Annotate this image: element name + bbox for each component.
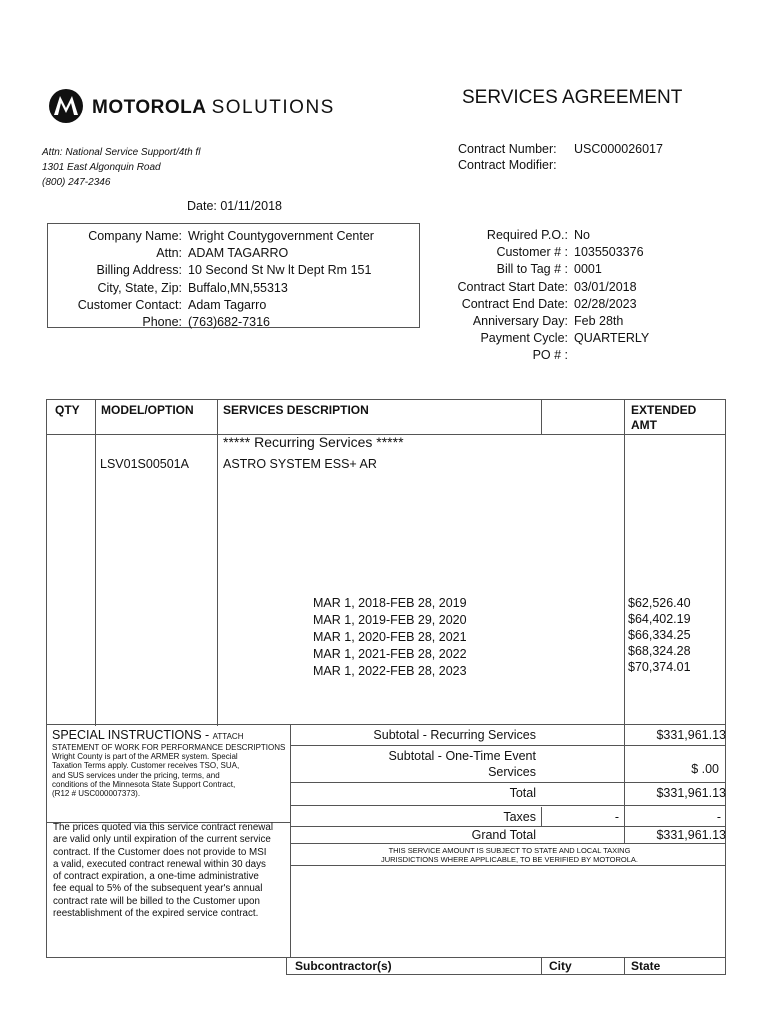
customer-row: City, State, Zip: Buffalo,MN,55313 — [97, 281, 288, 295]
document-title: SERVICES AGREEMENT — [462, 87, 683, 108]
services-table — [46, 399, 726, 725]
contract-info-block — [440, 227, 649, 364]
contract-info-row: Contract Start Date: 03/01/2018 — [457, 280, 637, 294]
subcontractor-label: Subcontractor(s) — [295, 959, 392, 973]
contract-info-row: Contract End Date: 02/28/2023 — [461, 297, 637, 311]
contract-number-block: Contract Number: USC000026017 Contract Modifier: — [458, 142, 663, 172]
motorola-logo — [48, 88, 338, 128]
period-row: MAR 1, 2019-FEB 29, 2020 — [313, 613, 467, 627]
special-instructions-text: STATEMENT OF WORK FOR PERFORMANCE DESCRIPTIONS Wright County is part of the ARMER system. Special Taxation Terms apply. Customer receives TSO, SUA, and SUS services under the pricing, terms, and conditions of the Minnesota State Support Contract, (R12 # USC000007373). — [52, 743, 286, 799]
total-label: Total — [509, 786, 536, 800]
service-description: ASTRO SYSTEM ESS+ AR — [223, 457, 377, 471]
summary-section — [46, 725, 726, 958]
taxes-label: Taxes — [503, 810, 536, 824]
special-instructions-title: SPECIAL INSTRUCTIONS - ATTACH — [52, 728, 244, 742]
grand-total-label: Grand Total — [471, 828, 536, 842]
motorola-batwing-icon — [48, 88, 84, 124]
sender-address: Attn: National Service Support/4th fl 1301 East Algonquin Road (800) 247-2346 — [42, 147, 201, 188]
amount-row: $64,402.19 — [628, 612, 691, 626]
state-label: State — [631, 959, 661, 973]
contract-info-row: Required P.O.: No — [486, 228, 590, 242]
description-header: SERVICES DESCRIPTION — [223, 403, 369, 417]
period-row: MAR 1, 2018-FEB 28, 2019 — [313, 596, 467, 610]
subtotal-recurring-value: $331,961.13 — [656, 728, 726, 742]
period-row: MAR 1, 2022-FEB 28, 2023 — [313, 664, 467, 678]
qty-header: QTY — [55, 403, 80, 417]
subtotal-onetime-value: $ .00 — [691, 762, 719, 776]
period-row: MAR 1, 2021-FEB 28, 2022 — [313, 647, 467, 661]
brand-wordmark: MOTOROLA SOLUTIONS — [92, 97, 335, 118]
service-periods — [313, 595, 467, 680]
subtotal-onetime-label: Subtotal - One-Time Event Services — [388, 749, 536, 779]
city-label: City — [549, 959, 572, 973]
model-number: LSV01S00501A — [100, 457, 189, 471]
period-row: MAR 1, 2020-FEB 28, 2021 — [313, 630, 467, 644]
amount-row: $62,526.40 — [628, 596, 691, 610]
subtotal-recurring-label: Subtotal - Recurring Services — [373, 728, 536, 742]
grand-total-value: $331,961.13 — [656, 828, 726, 842]
contract-info-row: Payment Cycle: QUARTERLY — [480, 331, 650, 345]
taxes-value: - — [716, 810, 721, 824]
document-date: Date: 01/11/2018 — [187, 199, 282, 213]
amount-row: $68,324.28 — [628, 644, 691, 658]
contract-info-row: Bill to Tag # : 0001 — [496, 262, 602, 276]
amount-row: $70,374.01 — [628, 660, 691, 674]
contract-info-row: PO # : — [532, 348, 568, 362]
customer-row: Billing Address: 10 Second St Nw lt Dept Rm 151 — [96, 263, 372, 277]
tax-note: THIS SERVICE AMOUNT IS SUBJECT TO STATE AND LOCAL TAXING JURISDICTIONS WHERE APPLICABLE, TO BE VERIFIED BY MOTOROLA. — [380, 846, 638, 864]
customer-row: Company Name: Wright Countygovernment Center — [88, 229, 374, 243]
renewal-terms-text: The prices quoted via this service contract renewal are valid only until expiration of the current service contract. If the Customer does not provide to MSI a valid, executed contract renewal within 30 days of contract expiration, a one-time administrative fee equal to 5% of the subsequent year's annual contract rate will be billed to the Customer upon reestablishment of the expired service contract. — [53, 822, 273, 920]
customer-row: Phone: (763)682-7316 — [142, 315, 271, 329]
recurring-services-header: ***** Recurring Services ***** — [223, 434, 404, 450]
contract-number: USC000026017 — [574, 142, 663, 156]
model-header: MODEL/OPTION — [101, 403, 194, 417]
taxes-mid-value: - — [614, 810, 619, 824]
customer-row: Attn: ADAM TAGARRO — [156, 246, 289, 260]
contract-info-row: Anniversary Day: Feb 28th — [472, 314, 624, 328]
total-value: $331,961.13 — [656, 786, 726, 800]
customer-row: Customer Contact: Adam Tagarro — [77, 298, 267, 312]
subcontractor-row — [286, 958, 726, 975]
customer-info-box — [47, 223, 420, 328]
amount-row: $66,334.25 — [628, 628, 691, 642]
extended-amt-header: EXTENDED AMT — [631, 403, 697, 432]
period-amounts — [628, 595, 691, 675]
contract-info-row: Customer # : 1035503376 — [496, 245, 644, 259]
